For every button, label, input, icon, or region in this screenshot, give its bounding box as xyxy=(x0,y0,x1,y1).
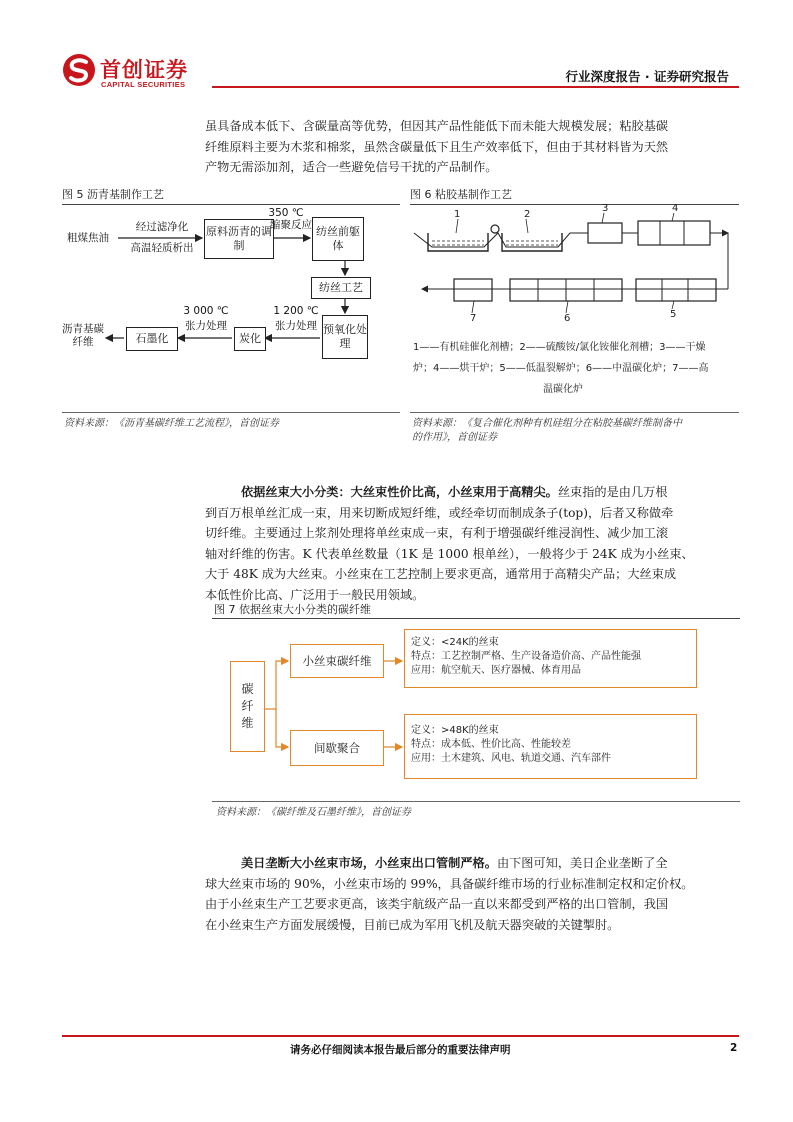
page-number: 2 xyxy=(730,1042,738,1054)
report-type: 行业深度报告 · 证券研究报告 xyxy=(565,69,729,84)
fig5-end-label xyxy=(62,323,104,349)
section1-first-rest: 丝束指的是由几万根 xyxy=(557,485,668,499)
section2-line-3: 由于小丝束生产工艺要求更高，该类宇航级产品一直以来都受到严格的出口管制，我国 xyxy=(205,897,669,912)
fig6-legend-line-1: 1——有机硅催化剂槽；2——硫酸铵/氯化铵催化剂槽；3——干燥 xyxy=(413,342,706,353)
fig6-num-5: 5 xyxy=(670,309,677,320)
header-rule xyxy=(212,86,739,88)
company-logo xyxy=(62,52,212,92)
fig7-diagram xyxy=(212,619,740,799)
intro-paragraph xyxy=(205,116,740,178)
fig5-temp-3000: 3 000 ℃ xyxy=(183,305,229,317)
section1-lead: 依据丝束大小分类：大丝束性价比高，小丝束用于高精尖。 xyxy=(241,485,558,499)
fig6-num-7: 7 xyxy=(470,313,477,324)
fig7-bottom-rule xyxy=(212,801,740,802)
fig7-large-label: 间歇聚合 xyxy=(314,741,360,755)
section1-line-2: 到百万根单丝汇成一束，用来切断成短纤维，或经牵切而制成条子(top)，后者又称做牵 xyxy=(205,505,674,520)
fig6-process-drawing xyxy=(410,205,739,333)
fig7-source: 资料来源：《碳纤维及石墨纤维》，首创证券 xyxy=(216,807,411,818)
fig7-small-line-3: 应用：航空航天、医疗器械、体育用品 xyxy=(411,665,581,676)
section1-line-1 xyxy=(205,482,740,503)
fig5-bottom-rule xyxy=(62,412,400,413)
section2-paragraph xyxy=(205,853,740,935)
fig5-box-graph: 石墨化 xyxy=(126,327,178,351)
section1-paragraph xyxy=(205,482,740,606)
fig5-box-preox: 预氧化处理 xyxy=(322,315,368,359)
fig6-legend-line-2: 炉；4——烘干炉；5——低温裂解炉；6——中温碳化炉；7——高 xyxy=(413,363,709,374)
fig6-num-2: 2 xyxy=(524,209,531,220)
fig7-large-line-2: 特点：成本低、性价比高、性能较差 xyxy=(411,739,571,750)
fig7-small-label: 小丝束碳纤维 xyxy=(302,654,372,668)
fig5-step1-top: 经过滤净化 xyxy=(135,221,189,233)
footer-disclaimer: 请务必仔细阅读本报告最后部分的重要法律声明 xyxy=(290,1044,511,1056)
fig5-box-prep: 原料沥青的调制 xyxy=(204,219,274,259)
fig5-caption: 图 5 沥青基制作工艺 xyxy=(62,188,164,201)
fig6-legend-line-3: 温碳化炉 xyxy=(543,384,583,395)
fig7-small-line-1: 定义：<24K的丝束 xyxy=(411,637,499,648)
fig5-end-label-text: 沥青基碳纤维 xyxy=(62,323,104,348)
fig7-large-line-3: 应用：土木建筑、风电、轨道交通、汽车部件 xyxy=(411,753,611,764)
logo-text-cn: 首创证券 xyxy=(100,58,188,82)
fig7-root-box xyxy=(230,661,265,752)
fig5-box-spin: 纺丝工艺 xyxy=(311,277,371,299)
section1-line-3: 切纤维。主要通过上浆剂处理将单丝束成一束，有利于增强碳纤维浸润性、减少加工滚 xyxy=(205,526,669,541)
fig6-num-1: 1 xyxy=(454,209,461,220)
intro-line-2: 纤维原料主要为木浆和棉浆，虽然含碳量低下且生产效率低下，但由于其材料皆为天然 xyxy=(205,139,669,154)
fig5-box-precursor: 纺丝前躯体 xyxy=(312,217,364,261)
fig7-large-box xyxy=(290,730,384,766)
fig7-caption: 图 7 依据丝束大小分类的碳纤维 xyxy=(214,603,371,616)
fig7-small-detail xyxy=(404,629,697,688)
fig6-num-6: 6 xyxy=(564,313,571,324)
fig6-source-line-1: 资料来源：《复合催化剂种有机硅组分在粘胶基碳纤维制备中 xyxy=(412,418,682,429)
fig6-diagram xyxy=(410,205,739,333)
fig5-diagram xyxy=(62,205,400,410)
fig5-temp-350: 350 ℃ xyxy=(268,207,304,219)
section2-line-1 xyxy=(205,853,740,874)
fig5-tension-b: 张力处理 xyxy=(185,320,227,332)
fig6-num-3: 3 xyxy=(602,203,609,214)
fig7-small-box xyxy=(290,644,384,678)
fig7-large-detail xyxy=(404,714,697,779)
fig5-start-label: 粗煤焦油 xyxy=(67,232,109,244)
section1-line-6: 本低性价比高、广泛用于一般民用领域。 xyxy=(205,587,425,602)
section2-line-2: 球大丝束市场的 90%，小丝束市场的 99%，具备碳纤维市场的行业标准制定权和定价权。 xyxy=(205,876,694,891)
fig5-temp-1200: 1 200 ℃ xyxy=(273,305,319,317)
fig7-large-line-1: 定义：>48K的丝束 xyxy=(411,725,499,736)
fig7-small-line-2: 特点：工艺控制严格、生产设备造价高、产品性能强 xyxy=(411,651,641,662)
logo-text-en: CAPITAL SECURITIES xyxy=(101,80,186,89)
intro-line-1: 虽具备成本低下、含碳量高等优势，但因其产品性能低下而未能大规模发展；粘胶基碳 xyxy=(205,119,669,133)
fig5-step1-bottom: 高温轻质析出 xyxy=(130,242,194,254)
fig6-num-4: 4 xyxy=(672,203,679,214)
fig7-root-label: 碳 纤 维 xyxy=(241,682,254,730)
fig6-source-line-2: 的作用》，首创证券 xyxy=(412,432,497,443)
section1-line-5: 大于 48K 成为大丝束。小丝束在工艺控制上要求更高，通常用于高精尖产品；大丝束成 xyxy=(205,567,677,582)
fig5-box-carb: 炭化 xyxy=(234,327,266,351)
section2-line-4: 在小丝束生产方面发展缓慢，目前已成为军用飞机及航天器突破的关键掣肘。 xyxy=(205,917,620,932)
intro-line-3: 产物无需添加剂，适合一些避免信号干扰的产品制作。 xyxy=(205,160,498,175)
fig6-legend xyxy=(413,337,738,400)
section1-line-4: 轴对纤维的伤害。K 代表单丝数量（1K 是 1000 根单丝），一般将少于 24K 成为小丝束、 xyxy=(205,546,694,561)
fig6-source xyxy=(412,417,739,445)
section2-lead: 美日垄断大小丝束市场，小丝束出口管制严格。 xyxy=(241,856,497,870)
fig6-bottom-rule xyxy=(410,412,739,413)
section2-first-rest: 由下图可知，美日企业垄断了全 xyxy=(496,856,668,870)
logo-mark-icon xyxy=(62,53,96,87)
fig5-polycond: 缩聚反应 xyxy=(270,219,312,231)
fig5-tension-a: 张力处理 xyxy=(275,320,317,332)
fig5-source: 资料来源：《沥青基碳纤维工艺流程》，首创证券 xyxy=(64,418,279,429)
fig6-caption: 图 6 粘胶基制作工艺 xyxy=(410,188,512,201)
footer-rule xyxy=(62,1035,739,1037)
